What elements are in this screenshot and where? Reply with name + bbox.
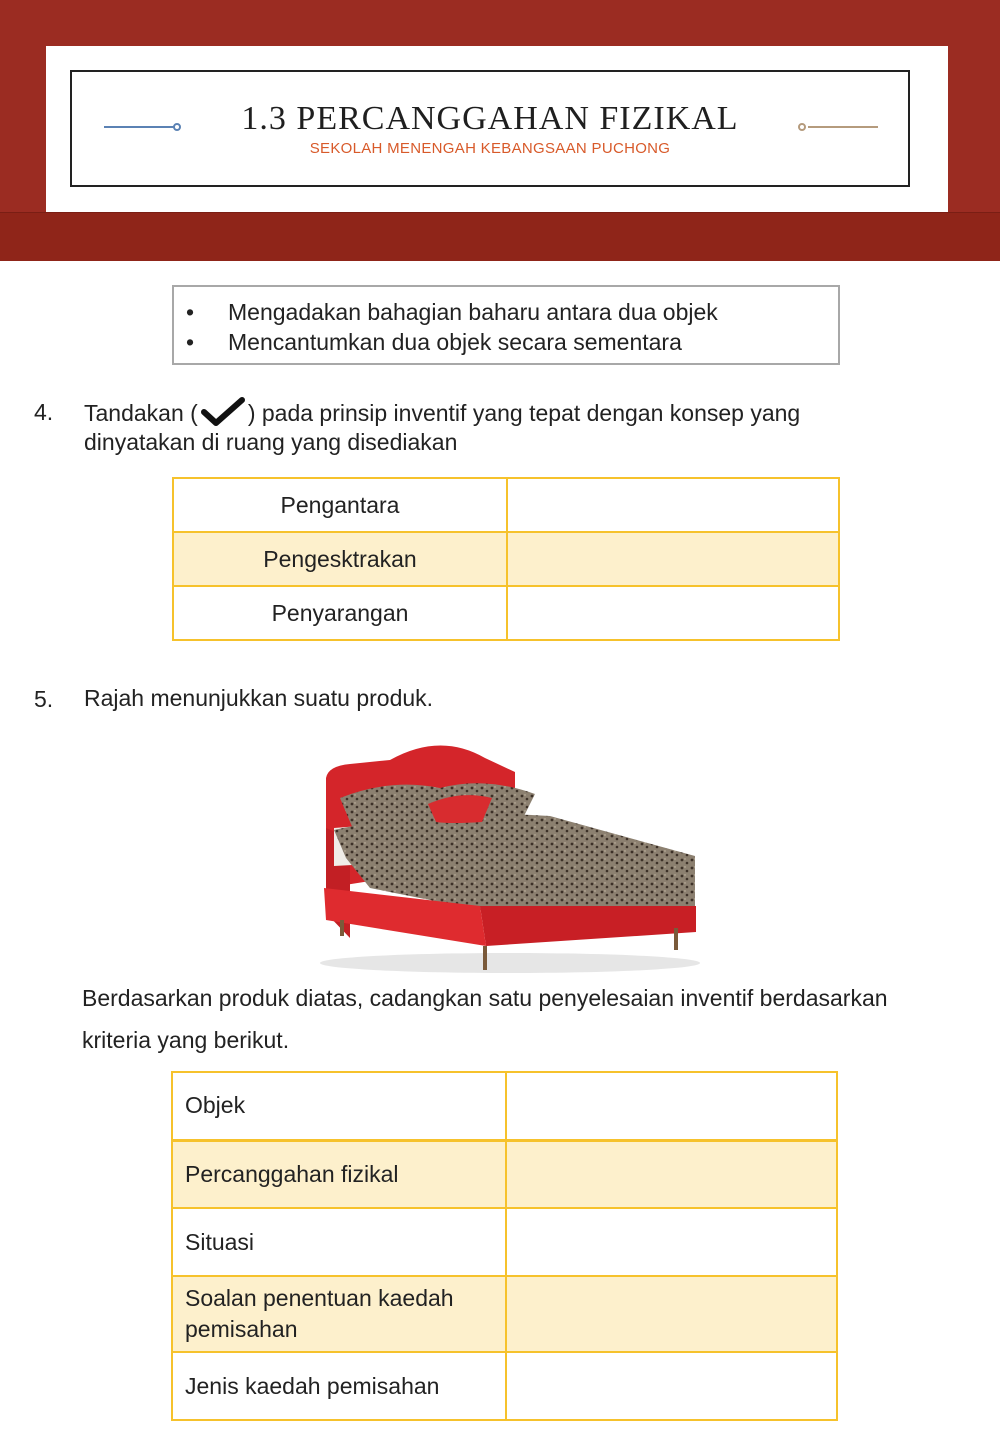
table-row — [172, 1352, 837, 1420]
criteria-label: Percanggahan fizikal — [172, 1140, 506, 1208]
decorative-dot-right — [798, 123, 806, 131]
table-row — [172, 1140, 837, 1208]
table-row — [172, 1276, 837, 1352]
answer-cell[interactable] — [506, 1208, 837, 1276]
answer-cell[interactable] — [506, 1352, 837, 1420]
bed-image — [310, 738, 710, 978]
answer-cell[interactable] — [507, 478, 839, 532]
question-5-number: 5. — [34, 686, 54, 712]
table-row — [173, 478, 839, 532]
question-5-description-line1: Berdasarkan produk diatas, cadangkan satu penyelesaian inventif berdasarkan — [82, 985, 888, 1011]
principle-table — [172, 477, 840, 641]
school-name: SEKOLAH MENENGAH KEBANGSAAN PUCHONG — [309, 140, 671, 157]
answer-cell[interactable] — [506, 1072, 837, 1140]
criteria-table — [171, 1071, 838, 1421]
question-5-text: Rajah menunjukkan suatu produk. — [84, 685, 434, 711]
notes-box — [172, 285, 840, 365]
table-row — [173, 586, 839, 640]
header-band — [0, 212, 1000, 261]
note-item: • Mengadakan bahagian baharu antara dua objek — [186, 299, 718, 325]
criteria-label: Situasi — [172, 1208, 506, 1276]
note-item: • Mencantumkan dua objek secara sementara — [186, 329, 682, 355]
principle-label: Pengantara — [173, 478, 507, 532]
table-row — [172, 1072, 837, 1140]
question-5-description-line2: kriteria yang berikut. — [82, 1027, 290, 1053]
decorative-line-left — [104, 126, 174, 128]
question-4-text: Tandakan ( ) pada prinsip inventif yang tepat dengan konsep yang dinyatakan di ruang yang disediakan — [84, 397, 984, 457]
criteria-label: Soalan penentuan kaedah pemisahan — [172, 1276, 506, 1352]
answer-cell[interactable] — [506, 1140, 837, 1208]
decorative-line-right — [808, 126, 878, 128]
question-4-number: 4. — [34, 399, 54, 425]
table-row — [172, 1208, 837, 1276]
criteria-label: Objek — [172, 1072, 506, 1140]
decorative-dot-left — [173, 123, 181, 131]
answer-cell[interactable] — [507, 586, 839, 640]
criteria-label: Jenis kaedah pemisahan — [172, 1352, 506, 1420]
table-row — [173, 532, 839, 586]
principle-label: Penyarangan — [173, 586, 507, 640]
page-title: 1.3 PERCANGGAHAN FIZIKAL — [241, 100, 739, 137]
answer-cell[interactable] — [506, 1276, 837, 1352]
checkmark-icon — [200, 397, 246, 427]
answer-cell[interactable] — [507, 532, 839, 586]
principle-label: Pengesktrakan — [173, 532, 507, 586]
